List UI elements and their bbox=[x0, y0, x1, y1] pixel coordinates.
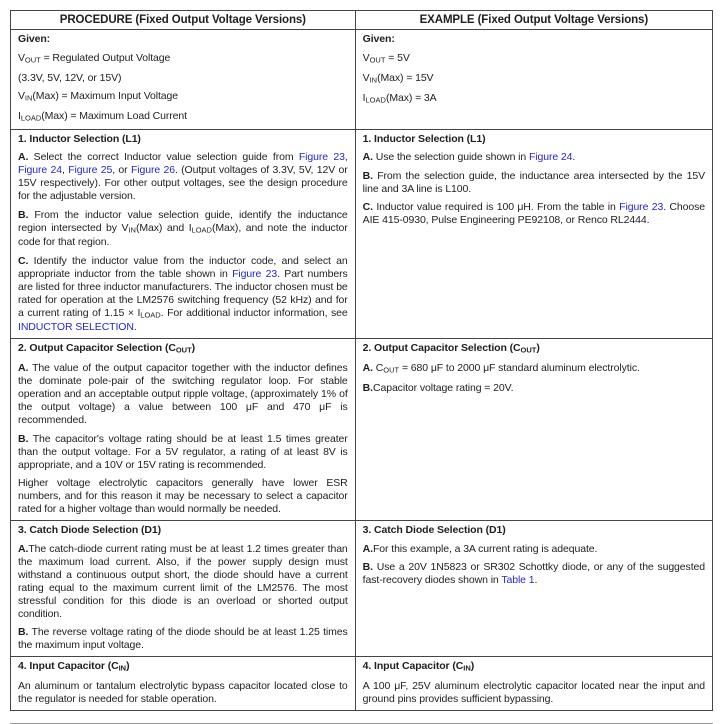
section-heading bbox=[363, 660, 705, 675]
text-segment: B. bbox=[362, 382, 373, 394]
example-column-header: EXAMPLE (Fixed Output Voltage Versions) bbox=[355, 11, 712, 30]
text-segment: A. bbox=[362, 542, 373, 555]
text-segment: B. bbox=[18, 208, 29, 221]
vout-definition bbox=[18, 52, 348, 67]
link-figure-24[interactable]: Figure 24 bbox=[528, 151, 573, 163]
link-figure-25[interactable]: Figure 25 bbox=[68, 164, 113, 176]
text-segment: , bbox=[62, 164, 69, 176]
text-segment: (3.3V, 5V, 12V, or 15V) bbox=[18, 71, 122, 84]
text-segment: Inductor value required is 100 μH. From the table in bbox=[372, 201, 620, 213]
text-segment: (Max) = 3A bbox=[385, 91, 437, 104]
text-segment: Identify the inductor value from the inductor code, and select an appropriate inductor from the table shown in bbox=[18, 254, 348, 280]
text-segment: From the selection guide, the inductance area intersected by the 15V line and 3A line is L100. bbox=[362, 169, 705, 195]
text-segment: OUT bbox=[520, 345, 537, 355]
text-segment: For this example, a 3A current rating is adequate. bbox=[372, 542, 598, 555]
text-segment: LOAD bbox=[191, 225, 212, 234]
link-figure-24[interactable]: Figure 24 bbox=[18, 164, 63, 176]
text-segment: 2. Output Capacitor Selection (C bbox=[18, 342, 176, 354]
text-segment: An aluminum or tantalum electrolytic bypass capacitor located close to the regulator is needed for stable operation. bbox=[18, 680, 348, 705]
text-segment: 3. Catch Diode Selection (D1) bbox=[18, 524, 161, 536]
step-b bbox=[18, 433, 348, 472]
table-row-given bbox=[11, 30, 713, 130]
text-segment: From the inductor value selection guide, identify the inductance region intersected by V bbox=[18, 208, 348, 234]
text-segment: A 100 μF, 25V aluminum electrolytic capacitor located near the input and ground pins provides sufficient bypassing. bbox=[362, 680, 705, 705]
text-segment: ) bbox=[470, 660, 475, 672]
section-heading bbox=[18, 342, 348, 357]
text-segment: A. bbox=[362, 151, 373, 163]
procedure-column-header: PROCEDURE (Fixed Output Voltage Versions) bbox=[11, 11, 356, 30]
section-heading bbox=[18, 524, 348, 537]
link-figure-26[interactable]: Figure 26 bbox=[130, 164, 175, 176]
text-segment: Given: bbox=[362, 33, 395, 45]
text-segment: A. bbox=[18, 542, 29, 555]
text-segment: B. bbox=[362, 169, 373, 182]
text-segment: C bbox=[372, 362, 384, 374]
text-segment: The capacitor's voltage rating should be at least 1.5 times greater than the output voltage. For a 5V regulator, a rating of at least 8V is appropriate, and a 10V or 15V rating is recommended. bbox=[18, 432, 348, 471]
procedure-example-table bbox=[10, 10, 713, 711]
text-segment: Higher voltage electrolytic capacitors generally have lower ESR numbers, and for this reason it may be necessary to select a capacitor rated for a higher voltage than would normally be needed. bbox=[18, 477, 348, 515]
text-segment: I bbox=[362, 91, 366, 104]
given-label bbox=[363, 33, 705, 46]
text-segment: OUT bbox=[24, 55, 41, 64]
section-heading bbox=[363, 133, 705, 146]
text-segment: 1. Inductor Selection (L1) bbox=[362, 132, 486, 145]
step-b bbox=[18, 209, 348, 250]
input-capacitor-left-cell bbox=[11, 657, 356, 711]
text-segment: B. bbox=[18, 432, 29, 445]
link-figure-23[interactable]: Figure 23 bbox=[298, 151, 345, 163]
text-segment: = 5V bbox=[385, 51, 410, 64]
link-figure-23[interactable]: Figure 23 bbox=[619, 201, 664, 213]
text-segment: . bbox=[534, 574, 538, 586]
step-a bbox=[18, 543, 348, 621]
text-segment: IN bbox=[128, 225, 136, 234]
step-c bbox=[18, 255, 348, 335]
table-header-row bbox=[11, 11, 713, 30]
text-segment: = 680 μF to 2000 μF standard aluminum electrolytic. bbox=[399, 362, 640, 374]
text-segment: (Max), and note the inductor code for that region. bbox=[18, 221, 348, 248]
text-segment: . Part numbers are listed for three inductor manufacturers. The inductor chosen must be rated for operation at the LM2576 switching frequency (52 kHz) and for a current rating of 1.15 × I bbox=[18, 267, 348, 319]
inductor-selection-left-cell bbox=[11, 129, 356, 339]
table-row-input-capacitor bbox=[11, 657, 713, 711]
text-segment: V bbox=[362, 51, 370, 64]
text-segment: IN bbox=[24, 93, 33, 103]
text-segment: 4. Input Capacitor (C bbox=[18, 660, 119, 672]
text-segment: OUT bbox=[175, 345, 192, 355]
text-segment: LOAD bbox=[140, 310, 161, 319]
text-segment: 1. Inductor Selection (L1) bbox=[18, 132, 141, 145]
section-heading bbox=[18, 133, 348, 146]
step-a bbox=[18, 151, 348, 203]
text-segment: ) bbox=[536, 342, 540, 354]
section-heading bbox=[363, 524, 705, 537]
text-segment: V bbox=[18, 51, 25, 64]
step-c bbox=[363, 201, 705, 227]
catch-diode-selection-left-cell bbox=[11, 521, 356, 657]
text-segment: . Choose AIE 415-0930, Pulse Engineering PE92108, or Renco RL2444. bbox=[362, 201, 705, 226]
text-segment: B. bbox=[18, 626, 29, 638]
text-segment: A. bbox=[18, 151, 29, 163]
text-segment: 3. Catch Diode Selection (D1) bbox=[362, 524, 506, 536]
section-heading bbox=[18, 660, 348, 675]
table-row-output-capacitor-selection bbox=[11, 339, 713, 521]
section-heading bbox=[363, 342, 705, 357]
text-segment: 4. Input Capacitor (C bbox=[362, 660, 464, 672]
given-label bbox=[18, 33, 348, 46]
vin-value bbox=[363, 72, 705, 87]
text-segment: LOAD bbox=[20, 113, 42, 123]
output-capacitor-selection-left-cell bbox=[11, 339, 356, 521]
text-segment: (Max) = 15V bbox=[377, 71, 434, 84]
table-body bbox=[11, 30, 713, 711]
text-segment: V bbox=[362, 71, 370, 84]
table-row-catch-diode-selection bbox=[11, 521, 713, 657]
text-segment: V bbox=[18, 90, 25, 102]
inductor-selection-right-cell bbox=[355, 129, 712, 339]
catch-diode-selection-right-cell bbox=[355, 521, 712, 657]
text-segment: . (Output voltages of 3.3V, 5V, 12V or 15V respectively). For other output voltages, see the design procedure for the adjustable version. bbox=[18, 164, 348, 202]
text-segment: OUT bbox=[369, 55, 386, 64]
body bbox=[363, 680, 705, 706]
link-table-1[interactable]: Table 1 bbox=[501, 574, 535, 586]
step-a bbox=[363, 362, 705, 377]
link-inductor-selection[interactable]: INDUCTOR SELECTION bbox=[18, 321, 134, 333]
text-segment: . bbox=[572, 151, 576, 163]
text-segment: IN bbox=[463, 663, 471, 673]
text-segment: (Max) = Maximum Input Voltage bbox=[32, 90, 179, 102]
text-segment: (Max) = Maximum Load Current bbox=[41, 110, 187, 122]
text-segment: , bbox=[344, 151, 348, 163]
vout-options bbox=[18, 72, 348, 85]
step-a bbox=[18, 362, 348, 427]
given-right-cell bbox=[355, 30, 712, 130]
text-segment: IN bbox=[369, 75, 378, 84]
iload-definition bbox=[18, 110, 348, 125]
text-segment: The reverse voltage rating of the diode should be at least 1.25 times the maximum input voltage. bbox=[18, 626, 348, 651]
text-segment: A. bbox=[362, 362, 373, 374]
text-segment: = Regulated Output Voltage bbox=[40, 51, 171, 64]
text-segment: Select the correct Inductor value selection guide from bbox=[28, 151, 299, 163]
step-b bbox=[363, 561, 705, 587]
step-a bbox=[363, 151, 705, 164]
step-b bbox=[363, 170, 705, 196]
iload-value bbox=[363, 92, 705, 107]
text-segment: C. bbox=[18, 254, 29, 267]
text-segment: (Max) and I bbox=[135, 221, 192, 234]
vin-definition bbox=[18, 90, 348, 105]
input-capacitor-right-cell bbox=[355, 657, 712, 711]
note bbox=[18, 477, 348, 516]
text-segment: , or bbox=[112, 164, 131, 176]
link-figure-23[interactable]: Figure 23 bbox=[232, 267, 278, 280]
text-segment: 2. Output Capacitor Selection (C bbox=[362, 342, 521, 354]
text-segment: ) bbox=[126, 660, 130, 672]
text-segment: OUT bbox=[383, 365, 400, 375]
given-left-cell bbox=[11, 30, 356, 130]
text-segment: The value of the output capacitor together with the inductor defines the dominate pole-pair of the switching regulator loop. For stable operation and an acceptable output ripple voltage, (approximately 1% of the output voltage) a value between 100 μF and 470 μF is recommended. bbox=[18, 362, 348, 426]
text-segment: I bbox=[18, 110, 21, 122]
table-row-inductor-selection bbox=[11, 129, 713, 339]
text-segment: Given: bbox=[18, 33, 51, 45]
text-segment: . bbox=[133, 321, 137, 333]
text-segment: A. bbox=[18, 362, 29, 374]
step-b bbox=[18, 626, 348, 652]
text-segment: B. bbox=[362, 561, 373, 573]
text-segment: IN bbox=[118, 663, 127, 673]
output-capacitor-selection-right-cell bbox=[355, 339, 712, 521]
step-b bbox=[363, 382, 705, 395]
text-segment: The catch-diode current rating must be at least 1.2 times greater than the maximum load current. Also, if the power supply design must withstand a continuous output short, the diode should have a current rating equal to the maximum current limit of the LM2576. The most stressful condition for this diode is an overload or shorted output condition. bbox=[18, 542, 348, 620]
text-segment: LOAD bbox=[365, 95, 386, 104]
step-a bbox=[363, 543, 705, 556]
text-segment: C. bbox=[362, 201, 373, 213]
text-segment: Capacitor voltage rating = 20V. bbox=[372, 382, 514, 394]
text-segment: ) bbox=[191, 342, 196, 354]
text-segment: Use a 20V 1N5823 or SR302 Schottky diode, or any of the suggested fast-recovery diodes shown in bbox=[362, 561, 705, 586]
vout-value bbox=[363, 52, 705, 67]
text-segment: . For additional inductor information, see bbox=[160, 306, 348, 319]
body bbox=[18, 680, 348, 706]
text-segment: Use the selection guide shown in bbox=[372, 151, 529, 163]
